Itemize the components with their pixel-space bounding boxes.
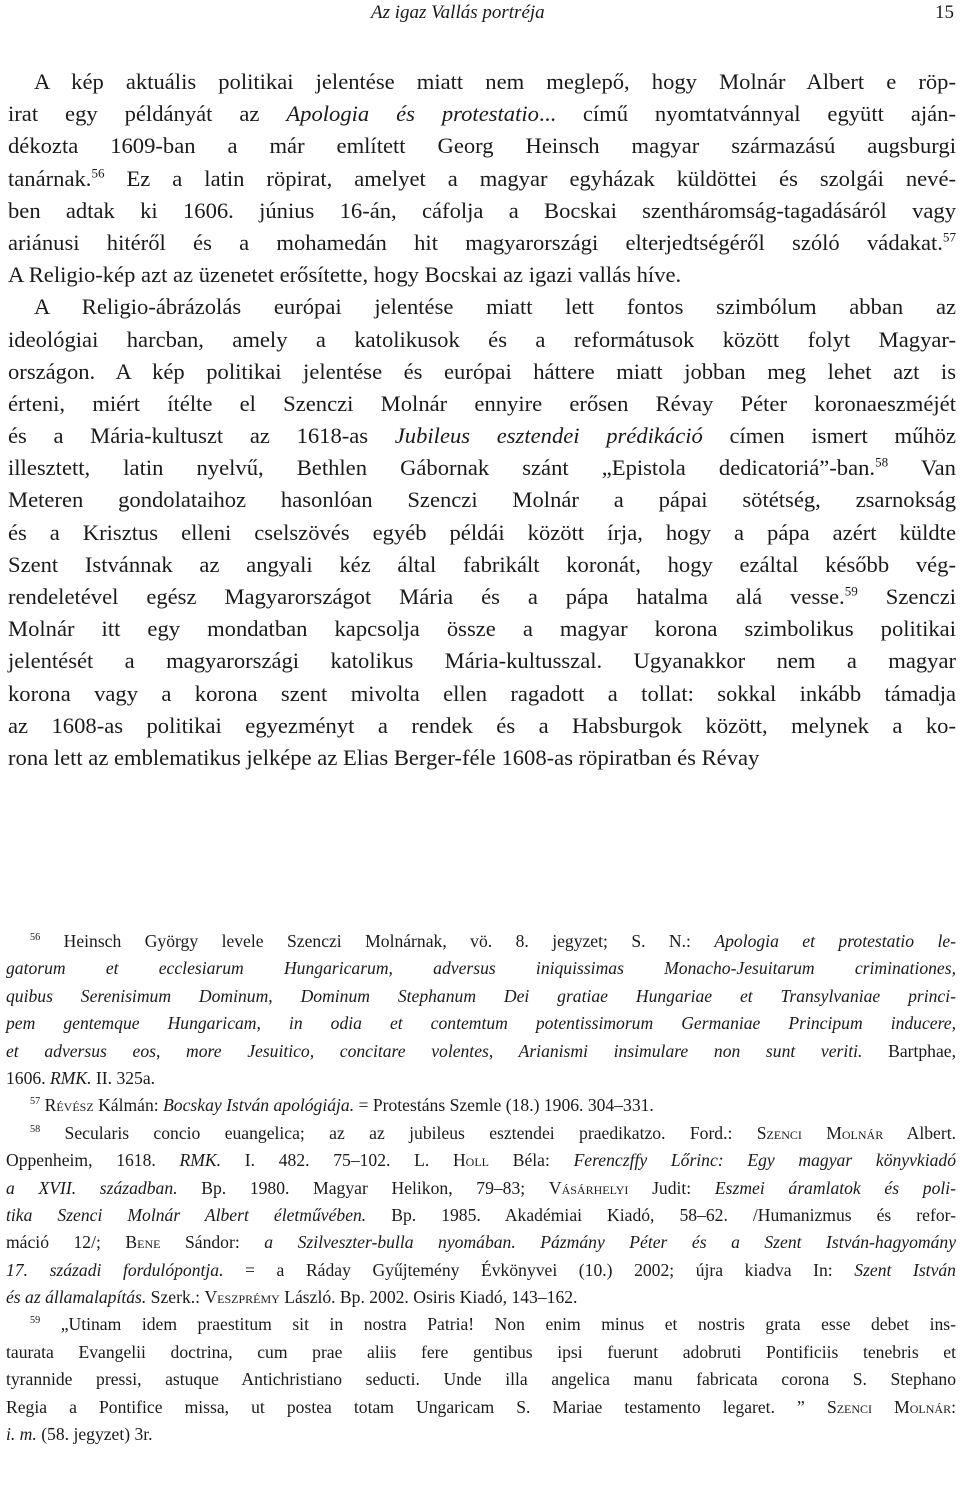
footnote-line	[6, 1038, 956, 1065]
main-text	[8, 66, 956, 774]
text-run: Bartphae,	[862, 1040, 956, 1061]
text-run: Bocskay István apológiája.	[163, 1095, 355, 1116]
text-run: A kép aktuális politikai jelentése miatt nem meglepő, hogy Molnár Albert e röp-	[34, 69, 956, 94]
text-run: tanárnak.	[8, 165, 92, 191]
text-run: Jubileus esztendei prédikáció	[394, 423, 703, 449]
text-run: és a Mária-kultuszt az 1618-as	[8, 423, 395, 449]
footnote-line	[6, 928, 956, 955]
text-run: dékozta 1609-ban a már említett Georg Heinsch magyar származású augsburgi	[8, 133, 956, 159]
text-run: gatorum et ecclesiarum Hungaricarum, adversus iniquissimas Monacho-Jesuitarum criminationes,	[6, 958, 956, 979]
body-line	[8, 324, 956, 356]
text-run: Molnár itt egy mondatban kapcsolja össze a magyar korona szimbolikus politikai	[8, 616, 956, 642]
body-line	[8, 195, 956, 227]
text-run: érteni, miért ítélte el Szenczi Molnár ennyire erősen Révay Péter koronaeszméjét	[8, 390, 956, 416]
text-run: quibus Serenisimum Dominum, Dominum Stephanum Dei gratiae Hungariae et Transylvaniae princi-	[6, 985, 956, 1006]
footnote-line	[6, 955, 956, 982]
body-line	[8, 66, 956, 98]
body-line	[8, 549, 956, 581]
text-run: rona lett az emblematikus jelképe az Elias Berger-féle 1608-as röpiratban és Révay	[8, 744, 760, 770]
footnote-line	[6, 1065, 956, 1092]
text-run: pem gentemque Hungaricam, in odia et contemtum potentissimorum Germaniae Principum inducere,	[6, 1013, 956, 1034]
body-line	[8, 645, 956, 677]
body-line	[8, 742, 956, 774]
text-run: címen ismert műhöz	[702, 423, 956, 449]
text-run: a XVII. században.	[6, 1177, 178, 1198]
text-run: és a Krisztus elleni cselszövés egyéb példái között írja, hogy a pápa azért küldte	[8, 519, 956, 545]
text-run: Szent Istvánnak az angyali kéz által fabrikált koronát, hogy ezáltal később vég-	[8, 551, 956, 577]
footnote-line	[6, 1092, 956, 1119]
text-run: 17. századi fordulópontja.	[6, 1259, 224, 1280]
text-run: ... című nyomtatvánnyal együtt aján-	[538, 101, 956, 127]
text-run: Vásárhelyi	[548, 1177, 629, 1198]
footnote-reference: 59	[844, 583, 858, 599]
footnote-line	[6, 1394, 956, 1421]
text-run: A Religio-kép azt az üzenetet erősítette, hogy Bocskai az igazi vallás híve.	[8, 262, 682, 288]
body-line	[8, 259, 956, 291]
text-run: Sándor:	[160, 1232, 265, 1253]
text-run: László. Bp. 2002. Osiris Kiadó, 143–162.	[279, 1287, 578, 1308]
text-run: Béla:	[489, 1150, 574, 1171]
text-run: ariánusi hitéről és a mohamedán hit magyarországi elterjedtségéről szóló vádakat.	[8, 229, 943, 255]
running-title: Az igaz Vallás portréja	[371, 2, 545, 23]
text-run: Meteren gondolataihoz hasonlóan Szenczi Molnár a pápai sötétség, zsarnokság	[8, 487, 956, 513]
footnote-line	[6, 1175, 956, 1202]
footnote-line	[6, 1284, 956, 1311]
text-run: RMK.	[179, 1150, 222, 1171]
text-run: az 1608-as politikai egyezményt a rendek és a Habsburgok között, melynek a ko-	[8, 712, 956, 738]
text-run: Szenci Molnár	[826, 1396, 952, 1417]
text-run: Szerk.:	[146, 1287, 205, 1308]
text-run: Szenczi	[857, 584, 957, 609]
text-run: et adversus eos, more Jesuitico, concitare volentes, Arianismi insimulare non sunt veriti.	[6, 1040, 863, 1061]
text-run: rendeletével egész Magyarországot Mária és a pápa hatalma alá vesse.	[8, 584, 845, 609]
text-run: II. 325a.	[91, 1067, 156, 1088]
text-run: tika Szenci Molnár Albert életművében.	[6, 1204, 367, 1225]
text-run: Apologia és protestatio	[286, 101, 539, 127]
footnote-reference: 56	[91, 165, 105, 181]
text-run: taurata Evangelii doctrina, cum prae aliis fere gentibus ipsi fuerunt adobruti Pontificiis tenebris et	[6, 1341, 956, 1362]
text-run: = Protestáns Szemle (18.) 1906. 304–331.	[354, 1095, 654, 1116]
text-run: i. m.	[6, 1424, 37, 1445]
body-line	[8, 678, 956, 710]
footnotes	[6, 928, 956, 1448]
body-line	[8, 98, 956, 130]
text-run: I. 482. 75–102. L.	[221, 1150, 453, 1171]
text-run: jelentését a magyarországi katolikus Mária-kultusszal. Ugyanakkor nem a magyar	[8, 648, 956, 674]
text-run: országon. A kép politikai jelentése és európai háttere miatt jobban meg lehet azt is	[8, 358, 956, 384]
text-run: Szent István	[854, 1259, 956, 1280]
body-line	[8, 581, 956, 613]
body-line	[8, 130, 956, 162]
text-run: illesztett, latin nyelvű, Bethlen Gábornak szánt „Epistola dedicatoriá”-ban.	[8, 455, 876, 481]
footnote-reference: 58	[875, 454, 889, 470]
text-run: Veszprémy	[204, 1287, 280, 1308]
text-run: (58. jegyzet) 3r.	[36, 1424, 153, 1445]
footnote-line	[6, 1366, 956, 1393]
body-line	[8, 356, 956, 388]
text-run: Ez a latin röpirat, amelyet a magyar egyházak küldöttei és szolgái nevé-	[104, 165, 956, 191]
body-line	[8, 517, 956, 549]
footnote-reference: 59	[30, 1315, 41, 1327]
body-line	[8, 227, 956, 259]
footnote-line	[6, 1147, 956, 1174]
text-run: Révész	[44, 1095, 94, 1116]
footnote-line	[6, 1339, 956, 1366]
text-run: Kálmán:	[93, 1095, 164, 1116]
text-run: Szenci Molnár	[756, 1122, 884, 1143]
text-run: Bp. 1985. Akadémiai Kiadó, 58–62. /Humanizmus és refor-	[366, 1204, 956, 1225]
text-run: Heinsch György levele Szenczi Molnárnak, vö. 8. jegyzet; S. N.:	[40, 931, 715, 951]
text-run: Oppenheim, 1618.	[6, 1150, 180, 1171]
footnote-reference: 57	[942, 229, 956, 245]
text-run: máció 12/;	[6, 1232, 126, 1253]
footnote-line	[6, 1421, 956, 1448]
footnote-line	[6, 1311, 956, 1338]
footnote-line	[6, 1257, 956, 1284]
text-run: Apologia et protestatio le-	[714, 931, 956, 951]
text-run: Regia a Pontifice missa, ut postea totam Ungaricam S. Mariae testamento legaret. ”	[6, 1396, 827, 1417]
footnote-line	[6, 983, 956, 1010]
body-line	[8, 484, 956, 516]
text-run: ben adtak ki 1606. június 16-án, cáfolja a Bocskai szentháromság-tagadásáról vagy	[8, 197, 956, 223]
body-line	[8, 388, 956, 420]
body-line	[8, 420, 956, 452]
body-line	[8, 613, 956, 645]
text-run: :	[951, 1396, 956, 1417]
text-run: A Religio-ábrázolás európai jelentése miatt lett fontos szimbólum abban az	[34, 294, 956, 320]
text-run: Ferenczffy Lőrinc: Egy magyar könyvkiadó	[573, 1150, 956, 1171]
body-line	[8, 163, 956, 195]
text-run: Holl	[452, 1150, 490, 1171]
text-run: Secularis concio euangelica; az az jubileus esztendei praedikatzo. Ford.:	[40, 1122, 757, 1143]
footnote-line	[6, 1120, 956, 1147]
text-run: Van	[888, 455, 956, 481]
text-run: „Utinam idem praestitum sit in nostra Patria! Non enim minus et nostris grata esse debet ins-	[40, 1314, 956, 1335]
text-run: Judit:	[628, 1177, 715, 1198]
footnote-reference: 58	[30, 1123, 41, 1135]
text-run: Bp. 1980. Magyar Helikon, 79–83;	[177, 1177, 549, 1198]
text-run: korona vagy a korona szent mivolta ellen ragadott a tollat: sokkal inkább támadja	[8, 680, 956, 706]
text-run: = a Ráday Gyűjtemény Évkönyvei (10.) 2002; újra kiadva In:	[223, 1259, 855, 1280]
text-run: tyrannide pressi, astuque Antichristiano seducti. Unde illa angelica manu fabricata corona S. Stephano	[6, 1369, 956, 1390]
body-line	[8, 452, 956, 484]
footnote-reference: 57	[30, 1096, 41, 1108]
text-run: 1606.	[6, 1067, 50, 1088]
text-run: irat egy példányát az	[8, 101, 287, 127]
footnote-line	[6, 1202, 956, 1229]
text-run: Eszmei áramlatok és poli-	[714, 1177, 957, 1198]
footnote-reference: 56	[30, 932, 41, 944]
running-header	[0, 0, 960, 28]
footnote-line	[6, 1229, 956, 1256]
text-run: RMK.	[49, 1067, 92, 1088]
body-line	[8, 291, 956, 323]
text-run: ideológiai harcban, amely a katolikusok és a reformátusok között folyt Magyar-	[8, 326, 956, 352]
footnote-line	[6, 1010, 956, 1037]
text-run: a Szilveszter-bulla nyomában. Pázmány Péter és a Szent István-hagyomány	[264, 1232, 957, 1253]
text-run: és az államalapítás.	[6, 1287, 147, 1308]
page-number: 15	[935, 2, 954, 23]
body-line	[8, 710, 956, 742]
text-run: Bene	[125, 1232, 161, 1253]
text-run: Albert.	[883, 1122, 956, 1143]
